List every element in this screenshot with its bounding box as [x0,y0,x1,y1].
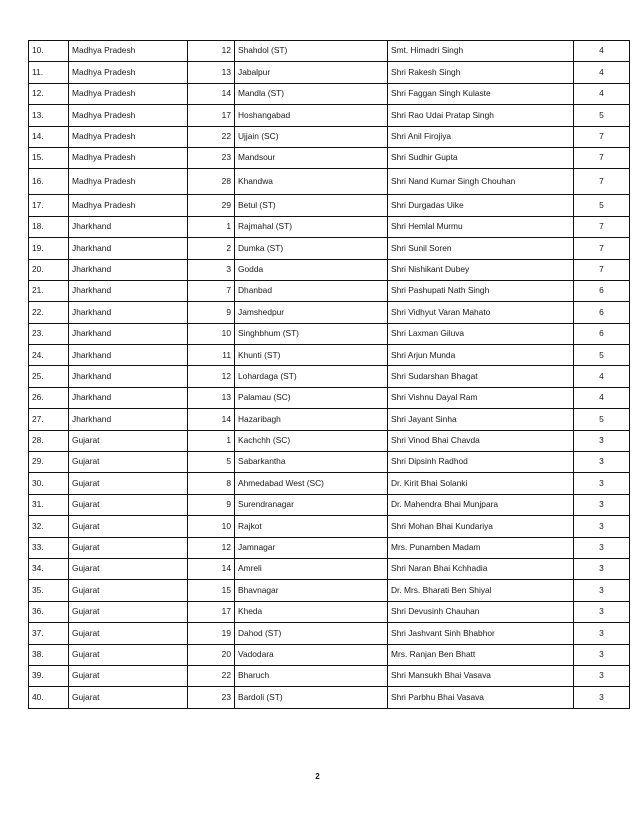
value-cell: 4 [574,387,630,408]
constituency-cell: Ahmedabad West (SC) [235,473,388,494]
member-name-cell: Shri Vidhyut Varan Mahato [388,302,574,323]
constituency-number-cell: 10 [188,323,235,344]
table-row [29,580,630,601]
serial-number-cell: 38. [29,644,69,665]
member-name-cell: Shri Mansukh Bhai Vasava [388,665,574,686]
constituency-number-cell: 15 [188,580,235,601]
serial-number-cell: 13. [29,105,69,126]
constituency-cell: Singhbhum (ST) [235,323,388,344]
serial-number-cell: 26. [29,387,69,408]
member-name-cell: Dr. Kirit Bhai Solanki [388,473,574,494]
value-cell: 5 [574,195,630,216]
serial-number-cell: 20. [29,259,69,280]
page-number: 2 [315,772,320,781]
state-cell: Gujarat [69,516,188,537]
constituency-number-cell: 28 [188,169,235,195]
table-row [29,83,630,104]
value-cell: 3 [574,452,630,473]
constituency-cell: Palamau (SC) [235,387,388,408]
value-cell: 3 [574,601,630,622]
value-cell: 7 [574,147,630,168]
constituency-cell: Shahdol (ST) [235,41,388,62]
member-name-cell: Shri Sudhir Gupta [388,147,574,168]
members-table [28,40,630,709]
serial-number-cell: 36. [29,601,69,622]
constituency-number-cell: 3 [188,259,235,280]
constituency-cell: Hazaribagh [235,409,388,430]
constituency-cell: Hoshangabad [235,105,388,126]
state-cell: Jharkhand [69,216,188,237]
table-row [29,601,630,622]
serial-number-cell: 12. [29,83,69,104]
serial-number-cell: 25. [29,366,69,387]
table-row [29,558,630,579]
member-name-cell: Shri Sunil Soren [388,238,574,259]
serial-number-cell: 39. [29,665,69,686]
constituency-number-cell: 9 [188,494,235,515]
constituency-number-cell: 29 [188,195,235,216]
value-cell: 6 [574,302,630,323]
member-name-cell: Shri Sudarshan Bhagat [388,366,574,387]
table-row [29,452,630,473]
table-row [29,195,630,216]
serial-number-cell: 22. [29,302,69,323]
table-row [29,41,630,62]
state-cell: Jharkhand [69,366,188,387]
state-cell: Gujarat [69,644,188,665]
serial-number-cell: 37. [29,623,69,644]
member-name-cell: Shri Rao Udai Pratap Singh [388,105,574,126]
state-cell: Gujarat [69,537,188,558]
state-cell: Gujarat [69,558,188,579]
value-cell: 3 [574,665,630,686]
state-cell: Jharkhand [69,323,188,344]
constituency-number-cell: 14 [188,409,235,430]
value-cell: 3 [574,558,630,579]
member-name-cell: Shri Hemlal Murmu [388,216,574,237]
state-cell: Jharkhand [69,409,188,430]
constituency-cell: Dhanbad [235,280,388,301]
value-cell: 3 [574,580,630,601]
constituency-number-cell: 12 [188,366,235,387]
table-row [29,216,630,237]
serial-number-cell: 29. [29,452,69,473]
serial-number-cell: 24. [29,345,69,366]
constituency-cell: Khandwa [235,169,388,195]
member-name-cell: Shri Mohan Bhai Kundariya [388,516,574,537]
state-cell: Gujarat [69,452,188,473]
constituency-cell: Mandsour [235,147,388,168]
constituency-cell: Bharuch [235,665,388,686]
state-cell: Madhya Pradesh [69,62,188,83]
value-cell: 4 [574,366,630,387]
value-cell: 5 [574,409,630,430]
constituency-cell: Sabarkantha [235,452,388,473]
table-row [29,430,630,451]
value-cell: 3 [574,430,630,451]
constituency-number-cell: 10 [188,516,235,537]
constituency-cell: Godda [235,259,388,280]
constituency-number-cell: 22 [188,665,235,686]
member-name-cell: Shri Rakesh Singh [388,62,574,83]
constituency-cell: Jamshedpur [235,302,388,323]
table-row [29,623,630,644]
value-cell: 3 [574,623,630,644]
value-cell: 3 [574,644,630,665]
constituency-cell: Kheda [235,601,388,622]
serial-number-cell: 16. [29,169,69,195]
constituency-number-cell: 12 [188,537,235,558]
table-row [29,687,630,708]
state-cell: Jharkhand [69,259,188,280]
serial-number-cell: 15. [29,147,69,168]
table-row [29,665,630,686]
constituency-number-cell: 5 [188,452,235,473]
value-cell: 3 [574,687,630,708]
constituency-cell: Dumka (ST) [235,238,388,259]
table-row [29,62,630,83]
table-row [29,302,630,323]
member-name-cell: Shri Devusinh Chauhan [388,601,574,622]
state-cell: Jharkhand [69,238,188,259]
state-cell: Gujarat [69,665,188,686]
member-name-cell: Shri Jayant Sinha [388,409,574,430]
serial-number-cell: 33. [29,537,69,558]
state-cell: Madhya Pradesh [69,195,188,216]
state-cell: Gujarat [69,473,188,494]
state-cell: Madhya Pradesh [69,41,188,62]
constituency-cell: Lohardaga (ST) [235,366,388,387]
constituency-number-cell: 14 [188,83,235,104]
constituency-number-cell: 17 [188,601,235,622]
value-cell: 6 [574,280,630,301]
table-row [29,473,630,494]
state-cell: Gujarat [69,430,188,451]
serial-number-cell: 23. [29,323,69,344]
member-name-cell: Smt. Himadri Singh [388,41,574,62]
value-cell: 5 [574,345,630,366]
member-name-cell: Shri Laxman Giluva [388,323,574,344]
table-row [29,259,630,280]
value-cell: 3 [574,537,630,558]
table-row [29,644,630,665]
table-row [29,169,630,195]
table-row [29,345,630,366]
serial-number-cell: 40. [29,687,69,708]
constituency-cell: Rajmahal (ST) [235,216,388,237]
member-name-cell: Mrs. Ranjan Ben Bhatt [388,644,574,665]
serial-number-cell: 30. [29,473,69,494]
member-name-cell: Shri Nand Kumar Singh Chouhan [388,169,574,195]
value-cell: 7 [574,169,630,195]
member-name-cell: Shri Vishnu Dayal Ram [388,387,574,408]
state-cell: Madhya Pradesh [69,169,188,195]
constituency-number-cell: 23 [188,147,235,168]
member-name-cell: Shri Pashupati Nath Singh [388,280,574,301]
value-cell: 3 [574,473,630,494]
value-cell: 7 [574,216,630,237]
serial-number-cell: 19. [29,238,69,259]
state-cell: Jharkhand [69,280,188,301]
table-row [29,238,630,259]
member-name-cell: Shri Parbhu Bhai Vasava [388,687,574,708]
state-cell: Madhya Pradesh [69,147,188,168]
constituency-cell: Rajkot [235,516,388,537]
constituency-cell: Mandla (ST) [235,83,388,104]
state-cell: Madhya Pradesh [69,105,188,126]
serial-number-cell: 11. [29,62,69,83]
serial-number-cell: 31. [29,494,69,515]
value-cell: 4 [574,41,630,62]
table-row [29,323,630,344]
constituency-number-cell: 7 [188,280,235,301]
constituency-cell: Khunti (ST) [235,345,388,366]
members-table-body [29,41,630,709]
state-cell: Jharkhand [69,302,188,323]
constituency-cell: Bhavnagar [235,580,388,601]
constituency-cell: Betul (ST) [235,195,388,216]
member-name-cell: Shri Arjun Munda [388,345,574,366]
state-cell: Jharkhand [69,387,188,408]
serial-number-cell: 10. [29,41,69,62]
constituency-number-cell: 14 [188,558,235,579]
member-name-cell: Mrs. Punamben Madam [388,537,574,558]
value-cell: 7 [574,238,630,259]
serial-number-cell: 27. [29,409,69,430]
table-row [29,126,630,147]
table-row [29,537,630,558]
constituency-number-cell: 8 [188,473,235,494]
state-cell: Gujarat [69,494,188,515]
value-cell: 4 [574,83,630,104]
state-cell: Madhya Pradesh [69,126,188,147]
constituency-number-cell: 2 [188,238,235,259]
serial-number-cell: 34. [29,558,69,579]
member-name-cell: Shri Faggan Singh Kulaste [388,83,574,104]
table-row [29,387,630,408]
constituency-cell: Amreli [235,558,388,579]
table-row [29,366,630,387]
constituency-number-cell: 12 [188,41,235,62]
value-cell: 7 [574,126,630,147]
table-row [29,516,630,537]
serial-number-cell: 14. [29,126,69,147]
member-name-cell: Dr. Mahendra Bhai Munjpara [388,494,574,515]
value-cell: 5 [574,105,630,126]
constituency-number-cell: 19 [188,623,235,644]
state-cell: Gujarat [69,623,188,644]
state-cell: Madhya Pradesh [69,83,188,104]
serial-number-cell: 35. [29,580,69,601]
table-row [29,147,630,168]
constituency-number-cell: 13 [188,62,235,83]
constituency-number-cell: 20 [188,644,235,665]
constituency-cell: Bardoli (ST) [235,687,388,708]
serial-number-cell: 17. [29,195,69,216]
table-row [29,280,630,301]
value-cell: 7 [574,259,630,280]
constituency-number-cell: 13 [188,387,235,408]
value-cell: 4 [574,62,630,83]
constituency-cell: Jabalpur [235,62,388,83]
table-row [29,494,630,515]
constituency-cell: Vadodara [235,644,388,665]
state-cell: Gujarat [69,580,188,601]
value-cell: 6 [574,323,630,344]
value-cell: 3 [574,516,630,537]
member-name-cell: Shri Naran Bhai Kchhadia [388,558,574,579]
state-cell: Gujarat [69,601,188,622]
member-name-cell: Shri Anil Firojiya [388,126,574,147]
serial-number-cell: 28. [29,430,69,451]
member-name-cell: Shri Vinod Bhai Chavda [388,430,574,451]
constituency-number-cell: 1 [188,216,235,237]
serial-number-cell: 32. [29,516,69,537]
constituency-cell: Surendranagar [235,494,388,515]
member-name-cell: Dr. Mrs. Bharati Ben Shiyal [388,580,574,601]
constituency-cell: Dahod (ST) [235,623,388,644]
serial-number-cell: 21. [29,280,69,301]
member-name-cell: Shri Durgadas Uike [388,195,574,216]
value-cell: 3 [574,494,630,515]
table-row [29,105,630,126]
constituency-number-cell: 1 [188,430,235,451]
constituency-number-cell: 22 [188,126,235,147]
constituency-number-cell: 17 [188,105,235,126]
table-row [29,409,630,430]
constituency-number-cell: 9 [188,302,235,323]
constituency-cell: Ujjain (SC) [235,126,388,147]
state-cell: Jharkhand [69,345,188,366]
member-name-cell: Shri Nishikant Dubey [388,259,574,280]
state-cell: Gujarat [69,687,188,708]
serial-number-cell: 18. [29,216,69,237]
member-name-cell: Shri Dipsinh Radhod [388,452,574,473]
constituency-number-cell: 11 [188,345,235,366]
constituency-cell: Kachchh (SC) [235,430,388,451]
constituency-cell: Jamnagar [235,537,388,558]
constituency-number-cell: 23 [188,687,235,708]
member-name-cell: Shri Jashvant Sinh Bhabhor [388,623,574,644]
